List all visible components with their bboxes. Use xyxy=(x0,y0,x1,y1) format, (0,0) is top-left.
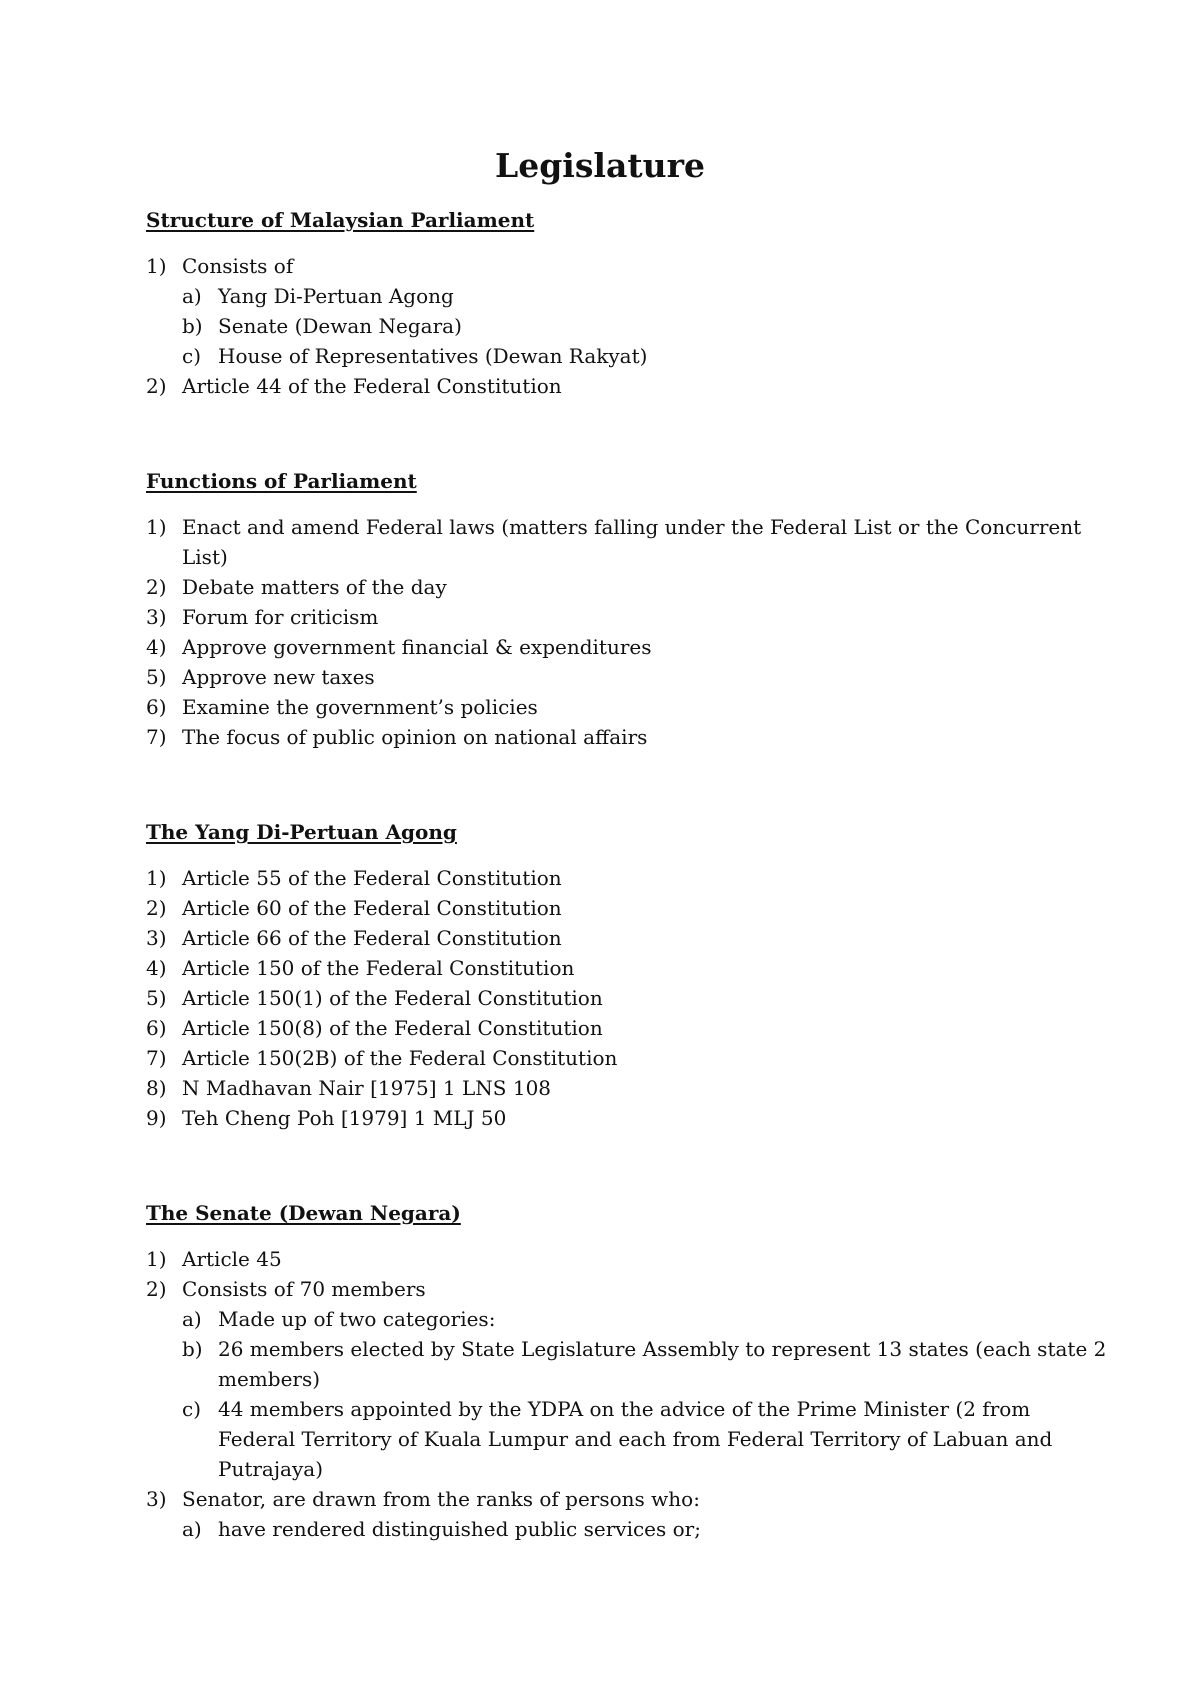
list-text: Article 55 of the Federal Constitution xyxy=(182,866,562,890)
list-marker: b) xyxy=(182,1337,203,1361)
list-marker: 5) xyxy=(146,665,167,689)
list-marker: 5) xyxy=(146,986,167,1010)
list-text: Article 150(2B) of the Federal Constitution xyxy=(182,1046,618,1070)
page-title: Legislature xyxy=(495,146,705,185)
list-marker: 7) xyxy=(146,1046,167,1070)
list-text: N Madhavan Nair [1975] 1 LNS 108 xyxy=(182,1076,552,1100)
list-text: Article 66 of the Federal Constitution xyxy=(182,926,562,950)
list-text: Teh Cheng Poh [1979] 1 MLJ 50 xyxy=(182,1106,507,1130)
list-marker: 1) xyxy=(146,1247,167,1271)
list-text: members) xyxy=(218,1367,321,1391)
list-text: 44 members appointed by the YDPA on the advice of the Prime Minister (2 from xyxy=(218,1397,1031,1421)
list-marker: 3) xyxy=(146,1487,167,1511)
list-text: Senator, are drawn from the ranks of persons who: xyxy=(182,1487,700,1511)
list-text: Debate matters of the day xyxy=(182,575,447,599)
list-marker: 3) xyxy=(146,605,167,629)
list-text: Consists of xyxy=(182,254,294,278)
list-text: Consists of 70 members xyxy=(182,1277,426,1301)
list-text: Forum for criticism xyxy=(182,605,379,629)
list-marker: 4) xyxy=(146,635,167,659)
list-text: Article 44 of the Federal Constitution xyxy=(182,374,562,398)
list-marker: 2) xyxy=(146,896,167,920)
list-marker: a) xyxy=(182,284,202,308)
list-text: Article 45 xyxy=(182,1247,282,1271)
list-marker: 2) xyxy=(146,575,167,599)
list-marker: c) xyxy=(182,1397,202,1421)
list-marker: 6) xyxy=(146,1016,167,1040)
list-text: Examine the government’s policies xyxy=(182,695,538,719)
section-heading-senate: The Senate (Dewan Negara) xyxy=(146,1201,461,1225)
list-marker: 2) xyxy=(146,1277,167,1301)
list-marker: 4) xyxy=(146,956,167,980)
list-text: List) xyxy=(182,545,228,569)
list-marker: c) xyxy=(182,344,202,368)
list-text: Senate (Dewan Negara) xyxy=(218,314,462,338)
list-marker: a) xyxy=(182,1307,202,1331)
list-text: Approve government financial & expenditures xyxy=(182,635,652,659)
list-text: The focus of public opinion on national affairs xyxy=(182,725,648,749)
list-text: Putrajaya) xyxy=(218,1457,324,1481)
list-marker: 1) xyxy=(146,866,167,890)
list-marker: 3) xyxy=(146,926,167,950)
list-marker: b) xyxy=(182,314,203,338)
section-heading-functions: Functions of Parliament xyxy=(146,469,417,493)
list-text: Article 60 of the Federal Constitution xyxy=(182,896,562,920)
list-text: Article 150(8) of the Federal Constitution xyxy=(182,1016,603,1040)
list-marker: 1) xyxy=(146,515,167,539)
section-heading-ydpa: The Yang Di-Pertuan Agong xyxy=(146,820,457,844)
list-marker: a) xyxy=(182,1517,202,1541)
list-marker: 2) xyxy=(146,374,167,398)
list-text: Article 150 of the Federal Constitution xyxy=(182,956,575,980)
list-text: Yang Di-Pertuan Agong xyxy=(218,284,454,308)
list-text: Article 150(1) of the Federal Constitution xyxy=(182,986,603,1010)
list-text: Approve new taxes xyxy=(182,665,375,689)
list-text: have rendered distinguished public services or; xyxy=(218,1517,701,1541)
list-text: House of Representatives (Dewan Rakyat) xyxy=(218,344,648,368)
list-marker: 9) xyxy=(146,1106,167,1130)
list-text: 26 members elected by State Legislature Assembly to represent 13 states (each state 2 xyxy=(218,1337,1107,1361)
list-text: Made up of two categories: xyxy=(218,1307,496,1331)
list-text: Enact and amend Federal laws (matters falling under the Federal List or the Concurrent xyxy=(182,515,1082,539)
list-marker: 1) xyxy=(146,254,167,278)
list-marker: 7) xyxy=(146,725,167,749)
list-marker: 6) xyxy=(146,695,167,719)
list-marker: 8) xyxy=(146,1076,167,1100)
section-heading-structure: Structure of Malaysian Parliament xyxy=(146,208,535,232)
list-text: Federal Territory of Kuala Lumpur and each from Federal Territory of Labuan and xyxy=(218,1427,1053,1451)
